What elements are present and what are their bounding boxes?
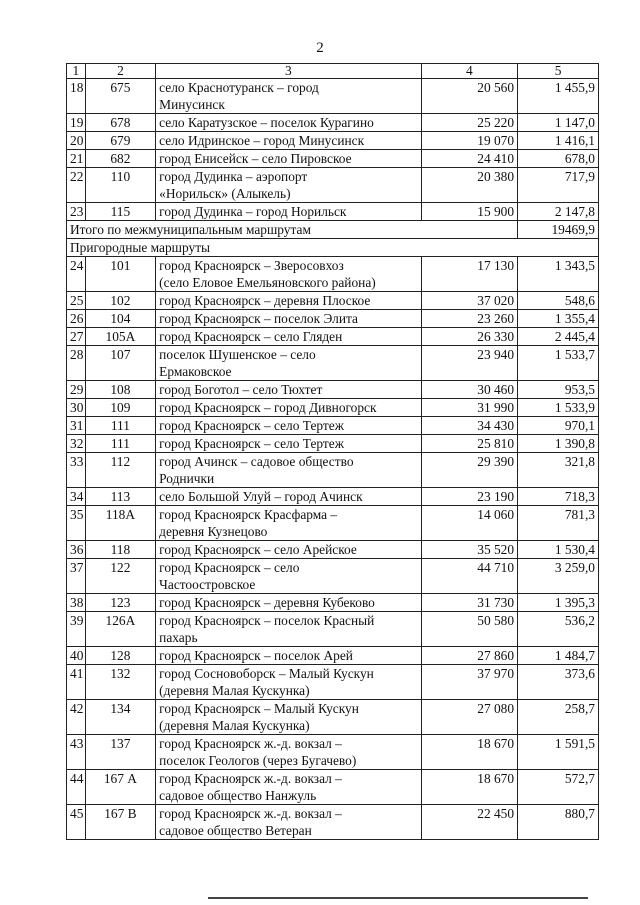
route-description [156,488,421,506]
table-row [67,292,599,310]
row-number: 30 [67,399,86,417]
table-row [67,399,599,417]
route-value: 717,9 [518,168,599,203]
route-description-line: город Красноярск – Зверосовхоз [159,258,344,273]
route-value: 3 259,0 [518,559,599,594]
route-description-line: город Ачинск – садовое общество [159,454,354,469]
route-distance: 27 080 [421,700,517,735]
row-number: 34 [67,488,86,506]
column-number: 2 [85,64,156,79]
routes-table-body [67,64,599,840]
row-number: 37 [67,559,86,594]
route-distance: 37 970 [421,665,517,700]
row-number: 33 [67,453,86,488]
route-code: 107 [85,346,156,381]
route-description-line: город Красноярск – село Арейское [159,542,357,557]
route-value: 548,6 [518,292,599,310]
table-row [67,203,599,221]
route-description-line: поселок Шушенское – село [159,347,316,362]
route-value: 953,5 [518,381,599,399]
route-distance: 29 390 [421,453,517,488]
route-value: 1 395,3 [518,594,599,612]
route-code: 113 [85,488,156,506]
row-number: 40 [67,647,86,665]
row-number: 25 [67,292,86,310]
route-code: 682 [85,150,156,168]
route-description [156,168,421,203]
table-row [67,132,599,150]
row-number: 31 [67,417,86,435]
route-value: 1 484,7 [518,647,599,665]
route-description [156,665,421,700]
route-code: 102 [85,292,156,310]
table-row [67,805,599,840]
route-code: 122 [85,559,156,594]
route-description-line: Минусинск [159,97,225,112]
route-code: 134 [85,700,156,735]
route-description [156,381,421,399]
route-description-line: село Большой Улуй – город Ачинск [159,489,363,504]
route-description-line: город Дудинка – город Норильск [159,204,347,219]
table-row [67,612,599,647]
route-description [156,150,421,168]
table-row [67,257,599,292]
row-number: 19 [67,114,86,132]
route-description-line: (село Еловое Емельяновского района) [159,275,376,290]
route-distance: 14 060 [421,506,517,541]
table-row [67,735,599,770]
table-row [67,79,599,114]
row-number: 41 [67,665,86,700]
route-description-line: Частоостровское [159,577,256,592]
table-row [67,381,599,399]
row-number: 28 [67,346,86,381]
row-number: 21 [67,150,86,168]
route-description-line: город Красноярск – Малый Кускун [159,701,359,716]
route-distance: 15 900 [421,203,517,221]
route-code: 128 [85,647,156,665]
row-number: 23 [67,203,86,221]
route-distance: 34 430 [421,417,517,435]
route-code: 110 [85,168,156,203]
route-description-line: город Красноярск Красфарма – [159,507,338,522]
route-description [156,700,421,735]
route-distance: 23 190 [421,488,517,506]
route-description-line: село Каратузское – поселок Курагино [159,115,374,130]
route-description [156,612,421,647]
route-description-line: Ермаковское [159,364,232,379]
row-number: 36 [67,541,86,559]
route-description [156,132,421,150]
route-distance: 37 020 [421,292,517,310]
route-code: 679 [85,132,156,150]
table-row [67,541,599,559]
route-description-line: город Красноярск – село Тертеж [159,418,344,433]
route-value: 2 445,4 [518,328,599,346]
table-row [67,665,599,700]
route-code: 111 [85,435,156,453]
route-value: 1 533,9 [518,399,599,417]
route-distance: 31 990 [421,399,517,417]
route-description [156,310,421,328]
row-number: 27 [67,328,86,346]
route-description-line: «Норильск» (Алыкель) [159,186,291,201]
table-row [67,435,599,453]
route-distance: 20 380 [421,168,517,203]
route-value: 1 530,4 [518,541,599,559]
route-description-line: город Красноярск – деревня Кубеково [159,595,375,610]
route-code: 104 [85,310,156,328]
row-number: 44 [67,770,86,805]
route-description [156,647,421,665]
route-value: 258,7 [518,700,599,735]
route-value: 373,6 [518,665,599,700]
route-description-line: деревня Кузнецово [159,524,268,539]
route-description-line: (деревня Малая Кускунка) [159,718,310,733]
route-description-line: город Красноярск – деревня Плоское [159,293,371,308]
route-distance: 27 860 [421,647,517,665]
column-number-row [67,64,599,79]
route-code: 137 [85,735,156,770]
route-description [156,805,421,840]
route-description-line: город Боготол – село Тюхтет [159,382,323,397]
route-distance: 18 670 [421,770,517,805]
table-row [67,114,599,132]
route-distance: 23 260 [421,310,517,328]
row-number: 24 [67,257,86,292]
route-distance: 25 220 [421,114,517,132]
route-code: 167 А [85,770,156,805]
route-description-line: город Красноярск – поселок Элита [159,311,358,326]
route-value: 2 147,8 [518,203,599,221]
route-code: 132 [85,665,156,700]
route-code: 101 [85,257,156,292]
route-description-line: город Красноярск ж.-д. вокзал – [159,736,342,751]
route-distance: 23 940 [421,346,517,381]
route-distance: 26 330 [421,328,517,346]
route-description-line: город Дудинка – аэропорт [159,169,308,184]
route-description [156,770,421,805]
route-code: 167 В [85,805,156,840]
row-number: 22 [67,168,86,203]
row-number: 29 [67,381,86,399]
route-distance: 30 460 [421,381,517,399]
table-row [67,559,599,594]
route-code: 105А [85,328,156,346]
route-code: 108 [85,381,156,399]
route-description-line: село Краснотуранск – город [159,80,319,95]
total-value: 19469,9 [518,221,599,239]
table-row [67,150,599,168]
route-distance: 22 450 [421,805,517,840]
row-number: 42 [67,700,86,735]
route-distance: 17 130 [421,257,517,292]
route-description [156,79,421,114]
route-value: 572,7 [518,770,599,805]
route-description-line: город Красноярск – город Дивногорск [159,400,377,415]
table-row [67,453,599,488]
table-row [67,328,599,346]
route-description-line: пахарь [159,630,198,645]
row-number: 43 [67,735,86,770]
row-number: 38 [67,594,86,612]
route-description [156,506,421,541]
row-number: 39 [67,612,86,647]
total-label: Итого по межмуниципальным маршрутам [67,221,518,239]
route-code: 115 [85,203,156,221]
route-value: 1 390,8 [518,435,599,453]
table-row [67,700,599,735]
route-code: 112 [85,453,156,488]
table-row [67,770,599,805]
route-description-line: село Идринское – город Минусинск [159,133,365,148]
route-description [156,114,421,132]
route-distance: 24 410 [421,150,517,168]
total-row [67,221,599,239]
route-description [156,559,421,594]
route-value: 1 147,0 [518,114,599,132]
column-number: 1 [67,64,86,79]
row-number: 35 [67,506,86,541]
route-description-line: садовое общество Нанжуль [159,788,317,803]
route-distance: 18 670 [421,735,517,770]
route-value: 678,0 [518,150,599,168]
route-distance: 20 560 [421,79,517,114]
route-code: 126А [85,612,156,647]
route-code: 118 [85,541,156,559]
page-number: 2 [316,40,324,56]
route-value: 1 533,7 [518,346,599,381]
route-description-line: город Красноярск – поселок Красный [159,613,375,628]
route-description [156,346,421,381]
route-description-line: город Красноярск – село Тертеж [159,436,344,451]
row-number: 45 [67,805,86,840]
route-description [156,453,421,488]
route-distance: 50 580 [421,612,517,647]
route-description-line: (деревня Малая Кускунка) [159,683,310,698]
route-value: 1 416,1 [518,132,599,150]
route-value: 321,8 [518,453,599,488]
route-code: 675 [85,79,156,114]
route-description [156,257,421,292]
route-description-line: город Енисейск – село Пировское [159,151,352,166]
route-description-line: город Красноярск – поселок Арей [159,648,353,663]
route-description-line: город Красноярск – село [159,560,300,575]
route-description [156,735,421,770]
table-row [67,346,599,381]
route-value: 718,3 [518,488,599,506]
route-description [156,417,421,435]
route-value: 970,1 [518,417,599,435]
column-number: 4 [421,64,517,79]
route-description-line: Роднички [159,471,215,486]
route-distance: 19 070 [421,132,517,150]
route-code: 678 [85,114,156,132]
column-number: 3 [156,64,421,79]
section-title: Пригородные маршруты [67,239,599,257]
route-description [156,203,421,221]
section-row [67,239,599,257]
row-number: 20 [67,132,86,150]
column-number: 5 [518,64,599,79]
row-number: 18 [67,79,86,114]
route-description-line: город Красноярск ж.-д. вокзал – [159,806,342,821]
route-distance: 25 810 [421,435,517,453]
route-description [156,399,421,417]
route-value: 1 591,5 [518,735,599,770]
route-code: 123 [85,594,156,612]
route-distance: 44 710 [421,559,517,594]
route-value: 1 355,4 [518,310,599,328]
route-code: 111 [85,417,156,435]
table-row [67,594,599,612]
table-row [67,310,599,328]
route-description-line: город Красноярск ж.-д. вокзал – [159,771,342,786]
routes-table [66,63,599,840]
route-description [156,435,421,453]
route-description [156,541,421,559]
route-value: 536,2 [518,612,599,647]
route-description-line: садовое общество Ветеран [159,823,312,838]
table-row [67,417,599,435]
route-description-line: город Сосновоборск – Малый Кускун [159,666,374,681]
route-code: 118А [85,506,156,541]
table-row [67,488,599,506]
table-row [67,647,599,665]
row-number: 32 [67,435,86,453]
route-description-line: поселок Геологов (через Бугачево) [159,753,357,768]
row-number: 26 [67,310,86,328]
route-code: 109 [85,399,156,417]
route-value: 880,7 [518,805,599,840]
scan-edge-line [208,897,588,899]
route-value: 1 343,5 [518,257,599,292]
route-distance: 31 730 [421,594,517,612]
route-description [156,292,421,310]
route-value: 1 455,9 [518,79,599,114]
route-description [156,328,421,346]
route-distance: 35 520 [421,541,517,559]
route-value: 781,3 [518,506,599,541]
table-row [67,506,599,541]
route-description [156,594,421,612]
route-description-line: город Красноярск – село Гляден [159,329,343,344]
table-row [67,168,599,203]
